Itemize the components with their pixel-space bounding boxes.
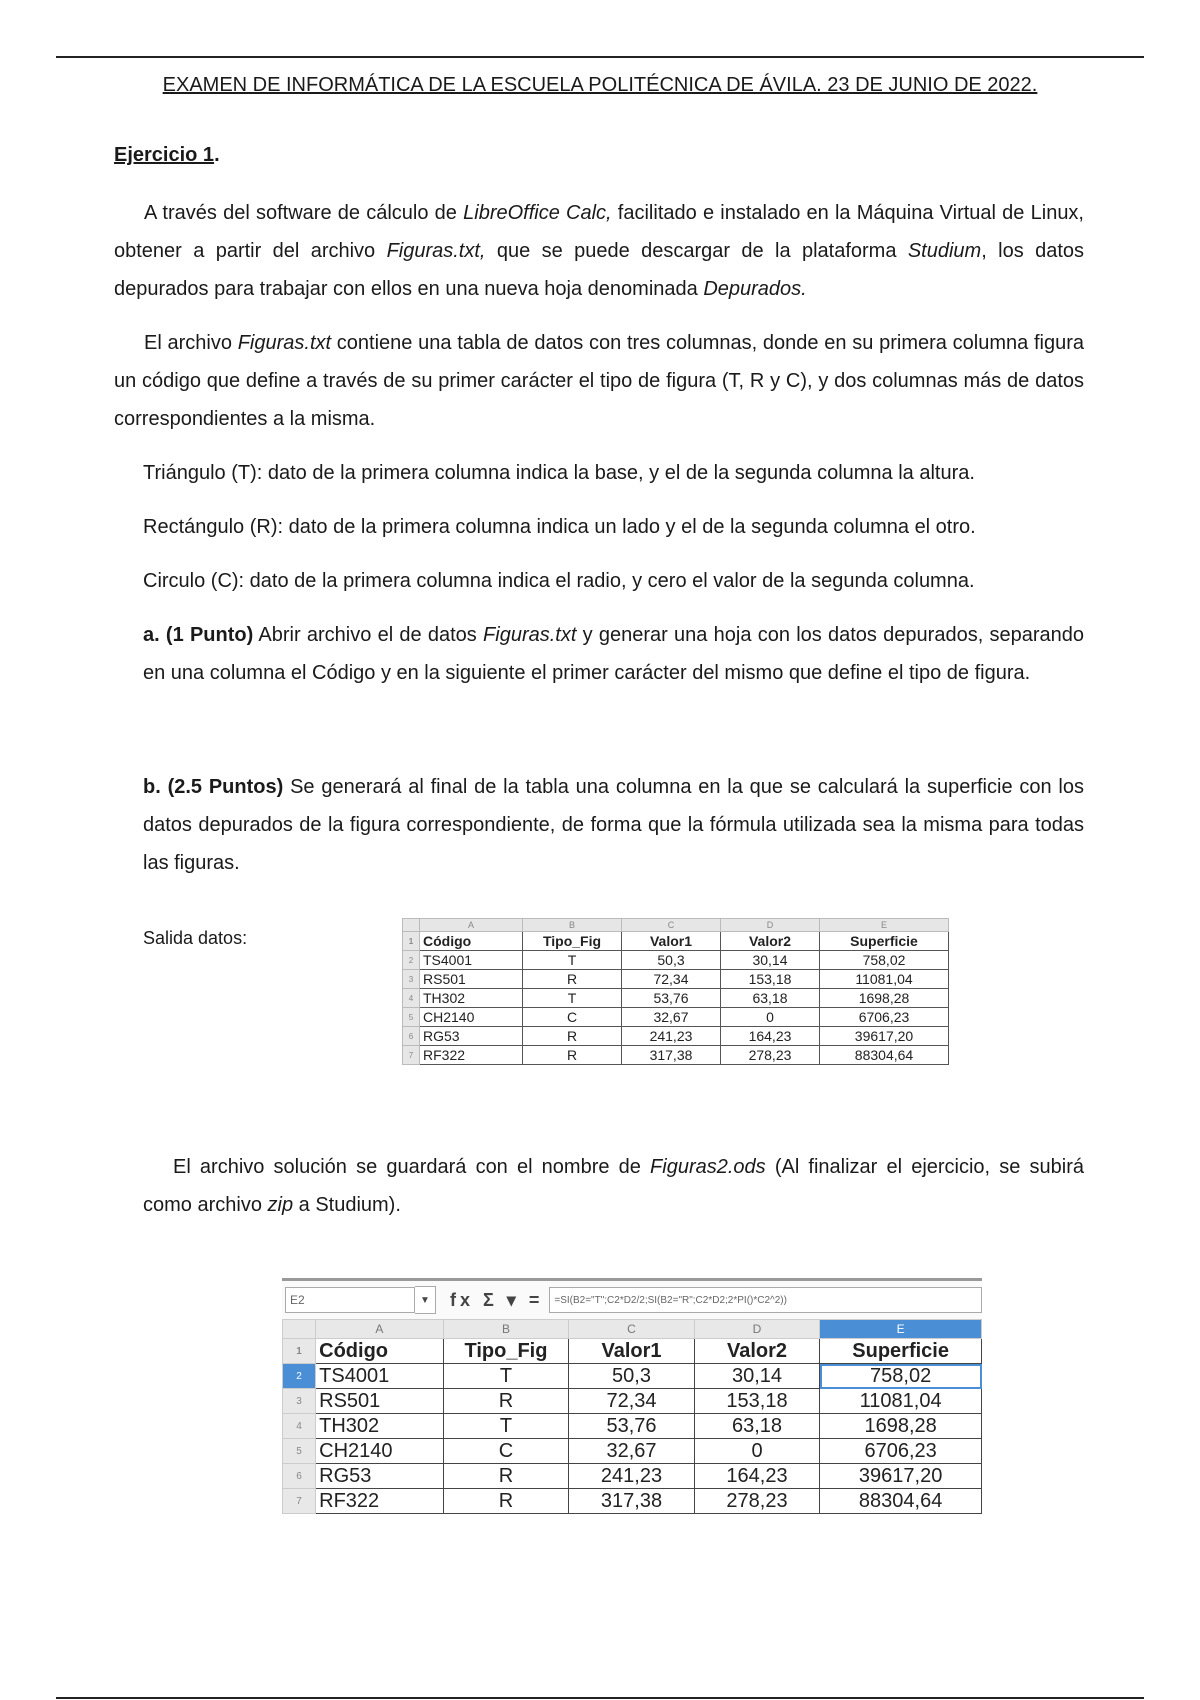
exam-header: EXAMEN DE INFORMÁTICA DE LA ESCUELA POLITÉCNICA DE ÁVILA. 23 DE JUNIO DE 2022. bbox=[162, 74, 1038, 96]
cell: 758,02 bbox=[820, 951, 949, 970]
cell: 6706,23 bbox=[820, 1008, 949, 1027]
table-row bbox=[283, 1439, 982, 1464]
cell: R bbox=[523, 970, 622, 989]
output-table-small bbox=[402, 918, 949, 1065]
cell: 164,23 bbox=[721, 1027, 820, 1046]
row-number: 5 bbox=[403, 1008, 420, 1027]
table-row bbox=[403, 1008, 949, 1027]
cell: C bbox=[523, 1008, 622, 1027]
cell[interactable]: TH302 bbox=[316, 1414, 444, 1439]
row-number[interactable]: 1 bbox=[283, 1339, 316, 1364]
row-number[interactable]: 3 bbox=[283, 1389, 316, 1414]
cell: 1698,28 bbox=[820, 989, 949, 1008]
col-letter: A bbox=[420, 919, 523, 932]
header-cell[interactable]: Tipo_Fig bbox=[443, 1339, 569, 1364]
question-b: b. (2.5 Puntos) Se generará al final de la tabla una columna en la que se calculará la superficie con los datos depurados de la figura correspondiente, de forma que la fórmula utilizada sea la misma para todas las figuras. bbox=[143, 776, 1084, 874]
row-number: 6 bbox=[403, 1027, 420, 1046]
col-letter: C bbox=[622, 919, 721, 932]
output-label: Salida datos: bbox=[143, 928, 248, 948]
formula-input[interactable]: =SI(B2="T";C2*D2/2;SI(B2="R";C2*D2;2*PI()*C2^2)) bbox=[549, 1287, 982, 1313]
cell: R bbox=[523, 1046, 622, 1065]
paragraph-triangle: Triángulo (T): dato de la primera columna indica la base, y el de la segunda columna la altura. bbox=[143, 462, 975, 484]
cell: 72,34 bbox=[622, 970, 721, 989]
spreadsheet-screenshot bbox=[282, 1278, 982, 1514]
table-row bbox=[403, 951, 949, 970]
header-cell: Tipo_Fig bbox=[523, 932, 622, 951]
col-letter[interactable]: D bbox=[694, 1320, 820, 1339]
cell: 50,3 bbox=[622, 951, 721, 970]
cell[interactable]: 32,67 bbox=[569, 1439, 695, 1464]
cell: 317,38 bbox=[622, 1046, 721, 1065]
row-number[interactable]: 2 bbox=[283, 1364, 316, 1389]
name-box[interactable]: E2 bbox=[285, 1287, 415, 1313]
header-cell: Código bbox=[420, 932, 523, 951]
cell: TH302 bbox=[420, 989, 523, 1008]
cell: 30,14 bbox=[721, 951, 820, 970]
col-letter: B bbox=[523, 919, 622, 932]
table-row bbox=[403, 1046, 949, 1065]
col-letter[interactable]: E bbox=[820, 1320, 982, 1339]
paragraph-solution-file: El archivo solución se guardará con el nombre de Figuras2.ods (Al finalizar el ejercicio, se subirá como archivo zip a Studium). bbox=[143, 1156, 1085, 1216]
col-letter: E bbox=[820, 919, 949, 932]
cell[interactable]: 317,38 bbox=[569, 1489, 695, 1514]
table-row bbox=[403, 1027, 949, 1046]
header-cell[interactable]: Valor1 bbox=[569, 1339, 695, 1364]
cell: T bbox=[523, 989, 622, 1008]
cell[interactable]: 6706,23 bbox=[820, 1439, 982, 1464]
table-row bbox=[403, 970, 949, 989]
table-row bbox=[283, 1489, 982, 1514]
table-row bbox=[283, 1414, 982, 1439]
cell: 32,67 bbox=[622, 1008, 721, 1027]
cell[interactable]: 30,14 bbox=[694, 1364, 820, 1389]
cell[interactable]: T bbox=[443, 1414, 569, 1439]
header-cell: Superficie bbox=[820, 932, 949, 951]
cell[interactable]: 164,23 bbox=[694, 1464, 820, 1489]
cell[interactable]: R bbox=[443, 1464, 569, 1489]
cell[interactable]: R bbox=[443, 1389, 569, 1414]
active-cell[interactable]: 758,02 bbox=[820, 1364, 982, 1389]
col-letter[interactable]: A bbox=[316, 1320, 444, 1339]
table-row bbox=[283, 1464, 982, 1489]
cell: 241,23 bbox=[622, 1027, 721, 1046]
table-row bbox=[283, 1389, 982, 1414]
cell[interactable]: 0 bbox=[694, 1439, 820, 1464]
cell[interactable]: 39617,20 bbox=[820, 1464, 982, 1489]
cell[interactable]: 278,23 bbox=[694, 1489, 820, 1514]
header-cell: Valor1 bbox=[622, 932, 721, 951]
cell: 88304,64 bbox=[820, 1046, 949, 1065]
cell[interactable]: 11081,04 bbox=[820, 1389, 982, 1414]
row-number: 2 bbox=[403, 951, 420, 970]
cell[interactable]: TS4001 bbox=[316, 1364, 444, 1389]
cell[interactable]: RG53 bbox=[316, 1464, 444, 1489]
cell[interactable]: 72,34 bbox=[569, 1389, 695, 1414]
bottom-rule bbox=[56, 1697, 1144, 1699]
cell: CH2140 bbox=[420, 1008, 523, 1027]
row-number: 4 bbox=[403, 989, 420, 1008]
paragraph-intro: A través del software de cálculo de LibreOffice Calc, facilitado e instalado en la Máquina Virtual de Linux, obtener a partir del archivo Figuras.txt, que se puede descargar de la plataforma Studium, los datos depurados para trabajar con ellos en una nueva hoja denominada Depurados. bbox=[114, 202, 1084, 300]
cell: 39617,20 bbox=[820, 1027, 949, 1046]
cell[interactable]: R bbox=[443, 1489, 569, 1514]
cell: T bbox=[523, 951, 622, 970]
output-table-large bbox=[282, 1319, 982, 1514]
row-number[interactable]: 6 bbox=[283, 1464, 316, 1489]
header-cell[interactable]: Código bbox=[316, 1339, 444, 1364]
table-row bbox=[283, 1364, 982, 1389]
col-letter[interactable]: C bbox=[569, 1320, 695, 1339]
row-number[interactable]: 7 bbox=[283, 1489, 316, 1514]
cell[interactable]: 50,3 bbox=[569, 1364, 695, 1389]
cell[interactable]: RS501 bbox=[316, 1389, 444, 1414]
cell[interactable]: 88304,64 bbox=[820, 1489, 982, 1514]
cell[interactable]: RF322 bbox=[316, 1489, 444, 1514]
header-cell: Valor2 bbox=[721, 932, 820, 951]
row-number: 7 bbox=[403, 1046, 420, 1065]
exercise-title: Ejercicio 1. bbox=[114, 144, 220, 166]
cell: RF322 bbox=[420, 1046, 523, 1065]
col-letter[interactable]: B bbox=[443, 1320, 569, 1339]
cell[interactable]: 241,23 bbox=[569, 1464, 695, 1489]
cell: 153,18 bbox=[721, 970, 820, 989]
cell[interactable]: 1698,28 bbox=[820, 1414, 982, 1439]
cell[interactable]: 53,76 bbox=[569, 1414, 695, 1439]
cell[interactable]: 63,18 bbox=[694, 1414, 820, 1439]
paragraph-rectangle: Rectángulo (R): dato de la primera columna indica un lado y el de la segunda columna el otro. bbox=[143, 516, 976, 538]
row-number-corner bbox=[403, 919, 420, 932]
row-number: 1 bbox=[403, 932, 420, 951]
cell: 0 bbox=[721, 1008, 820, 1027]
row-number[interactable]: 4 bbox=[283, 1414, 316, 1439]
formula-bar bbox=[282, 1278, 982, 1319]
cell: R bbox=[523, 1027, 622, 1046]
cell: 53,76 bbox=[622, 989, 721, 1008]
col-letter: D bbox=[721, 919, 820, 932]
cell: RS501 bbox=[420, 970, 523, 989]
paragraph-file-description: El archivo Figuras.txt contiene una tabla de datos con tres columnas, donde en su primera columna figura un código que define a través de su primer carácter el tipo de figura (T, R y C), y dos columnas más de datos correspondientes a la misma. bbox=[114, 332, 1084, 430]
cell[interactable]: CH2140 bbox=[316, 1439, 444, 1464]
paragraph-circle: Circulo (C): dato de la primera columna indica el radio, y cero el valor de la segunda columna. bbox=[143, 570, 975, 592]
cell[interactable]: C bbox=[443, 1439, 569, 1464]
function-wizard-icon[interactable]: fx Σ ▾ = bbox=[450, 1289, 544, 1310]
row-number: 3 bbox=[403, 970, 420, 989]
cell: 278,23 bbox=[721, 1046, 820, 1065]
chevron-down-icon[interactable]: ▼ bbox=[415, 1286, 436, 1314]
cell: 63,18 bbox=[721, 989, 820, 1008]
question-a: a. (1 Punto) Abrir archivo el de datos Figuras.txt y generar una hoja con los datos depurados, separando en una columna el Código y en la siguiente el primer carácter del mismo que define el tipo de figura. bbox=[143, 624, 1085, 684]
cell: 11081,04 bbox=[820, 970, 949, 989]
top-rule bbox=[56, 56, 1144, 58]
header-cell[interactable]: Valor2 bbox=[694, 1339, 820, 1364]
row-number[interactable]: 5 bbox=[283, 1439, 316, 1464]
cell[interactable]: 153,18 bbox=[694, 1389, 820, 1414]
row-number-corner[interactable] bbox=[283, 1320, 316, 1339]
cell: RG53 bbox=[420, 1027, 523, 1046]
cell[interactable]: T bbox=[443, 1364, 569, 1389]
cell: TS4001 bbox=[420, 951, 523, 970]
header-cell[interactable]: Superficie bbox=[820, 1339, 982, 1364]
table-row bbox=[403, 989, 949, 1008]
